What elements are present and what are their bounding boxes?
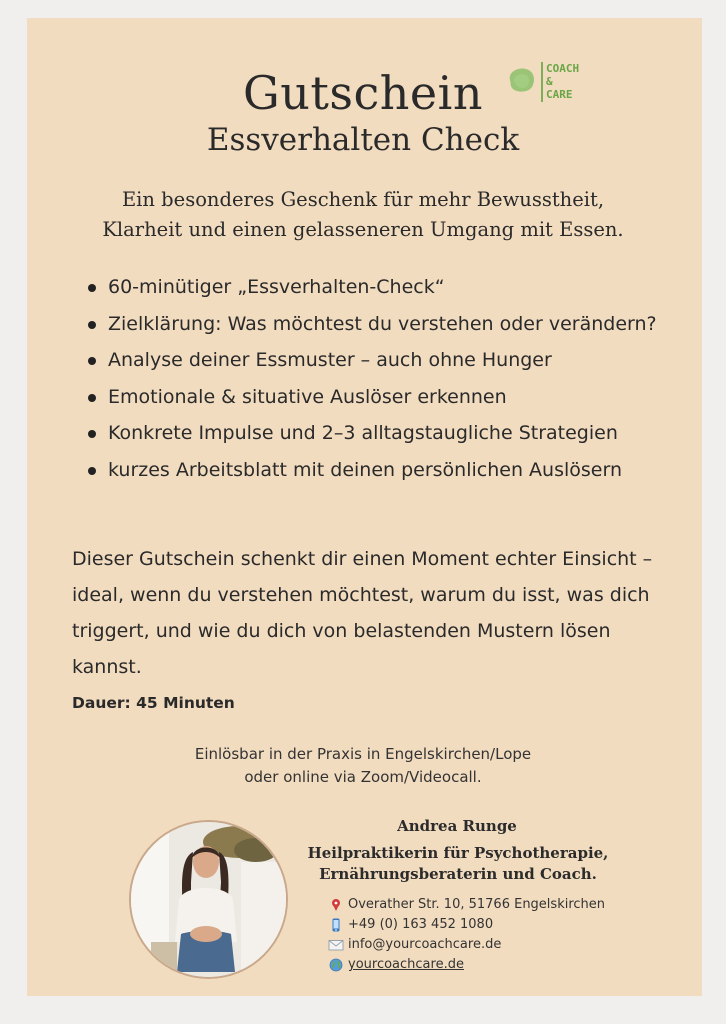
- redeem-info: Einlösbar in der Praxis in Engelskirchen/Lope oder online via Zoom/Videocall.: [194, 745, 532, 786]
- list-item: Emotionale & situative Auslöser erkennen: [88, 379, 668, 416]
- portrait-illustration-icon: [131, 822, 286, 977]
- intro-text: Ein besonderes Geschenk für mehr Bewusstheit, Klarheit und einen gelasseneren Umgang mit Essen.: [102, 188, 624, 241]
- list-item: Analyse deiner Essmuster – auch ohne Hunger: [88, 342, 668, 379]
- contact-block: [328, 895, 605, 975]
- portrait-photo: [129, 820, 288, 979]
- contact-phone[interactable]: +49 (0) 163 452 1080: [328, 915, 605, 935]
- description-paragraph: Dieser Gutschein schenkt dir einen Moment echter Einsicht – ideal, wenn du verstehen möchtest, warum du isst, was dich triggert, und wie du dich von belastenden Mustern lösen kannst.: [72, 548, 653, 678]
- globe-icon: [328, 958, 344, 972]
- person-name: Andrea Runge: [397, 817, 517, 835]
- list-item: 60-minütiger „Essverhalten-Check“: [88, 269, 668, 306]
- benefits-list: [88, 269, 668, 488]
- contact-email[interactable]: info@yourcoachcare.de: [328, 935, 605, 955]
- duration-label: Dauer: 45 Minuten: [72, 694, 235, 712]
- list-item: Konkrete Impulse und 2–3 alltagstaugliche Strategien: [88, 415, 668, 452]
- voucher-title: Gutschein: [243, 66, 483, 120]
- list-item: kurzes Arbeitsblatt mit deinen persönlichen Auslösern: [88, 452, 668, 489]
- voucher-subtitle: Essverhalten Check: [206, 122, 520, 158]
- contact-address: Overather Str. 10, 51766 Engelskirchen: [328, 895, 605, 915]
- list-item: Zielklärung: Was möchtest du verstehen oder verändern?: [88, 306, 668, 343]
- contact-website[interactable]: [328, 955, 605, 975]
- person-role: Heilpraktikerin für Psychotherapie, Ernährungsberaterin und Coach.: [307, 844, 609, 883]
- logo-text: COACH & CARE: [546, 62, 580, 101]
- envelope-icon: [328, 938, 344, 952]
- mobile-phone-icon: [328, 918, 344, 932]
- map-pin-icon: [328, 898, 344, 912]
- website-link[interactable]: yourcoachcare.de: [348, 957, 464, 972]
